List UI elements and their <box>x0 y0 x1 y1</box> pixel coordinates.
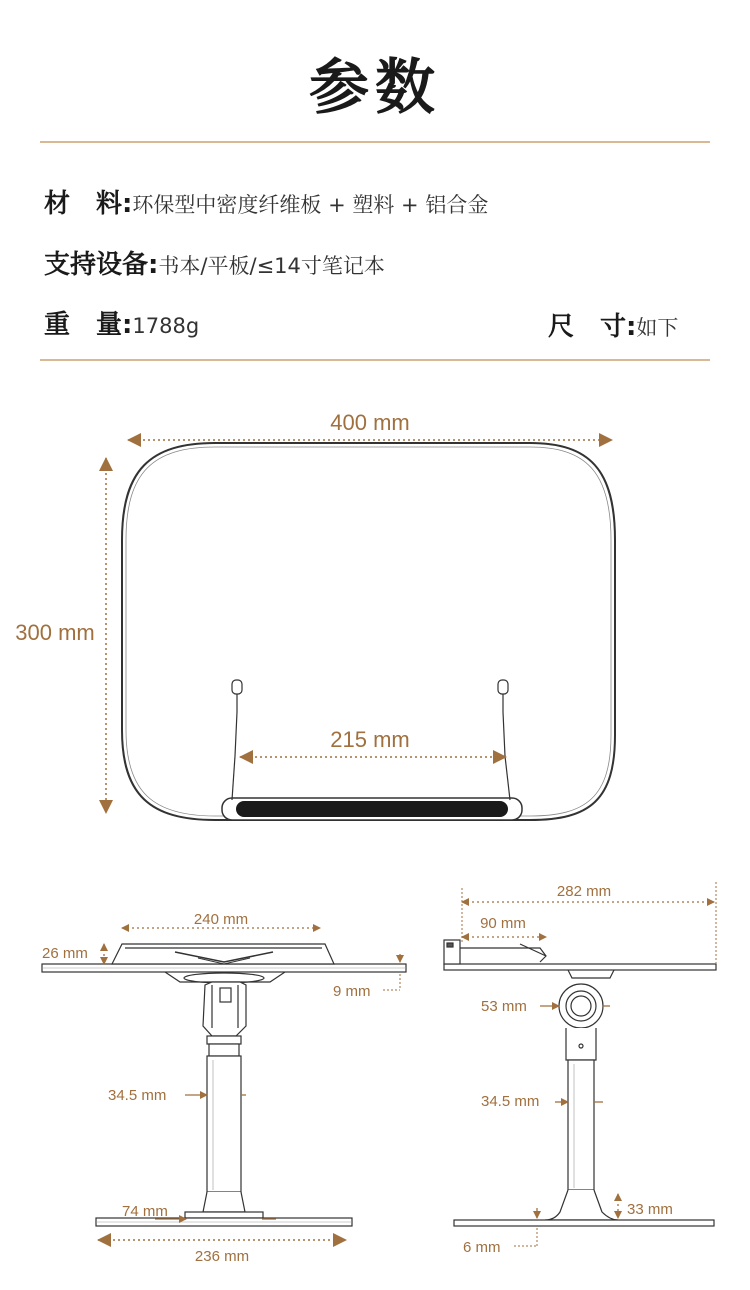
dim-side-base-height: 33 mm <box>627 1201 673 1218</box>
dim-front-pole: 34.5 mm <box>108 1087 167 1104</box>
dim-front-board: 9 mm <box>333 983 371 1000</box>
left-clip <box>232 680 242 800</box>
dim-side-depth: 282 mm <box>556 883 612 900</box>
spec-weight-label: 重 量 <box>44 310 123 340</box>
spec-material-value: 环保型中密度纤维板 + 塑料 + 铝合金 <box>132 193 489 217</box>
colon: : <box>122 189 133 219</box>
right-clip <box>498 680 510 800</box>
dim-clip-span: 215 mm <box>330 727 410 752</box>
dim-front-edge: 26 mm <box>42 945 88 962</box>
colon: : <box>148 250 159 280</box>
spec-support-value: 书本/平板/≤14寸笔记本 <box>158 254 385 278</box>
colon: : <box>122 310 133 340</box>
dim-top-height: 300 mm <box>15 620 95 645</box>
dim-front-top: 240 mm <box>193 911 249 928</box>
tray-outline <box>122 443 615 820</box>
dim-side-base-thickness: 6 mm <box>463 1239 501 1256</box>
spec-size-label: 尺 寸 <box>548 312 627 342</box>
colon: : <box>626 312 637 342</box>
spec-weight-value: 1788g <box>132 314 200 338</box>
dim-side-knob: 53 mm <box>481 998 527 1015</box>
dim-side-clip: 90 mm <box>480 915 526 932</box>
spec-support-label: 支持设备 <box>44 250 149 280</box>
spec-material-label: 材 料 <box>44 189 123 219</box>
dim-front-base: 236 mm <box>194 1248 250 1265</box>
page-title: 参数 <box>309 53 441 123</box>
dim-front-neck: 74 mm <box>122 1203 168 1220</box>
dim-top-width: 400 mm <box>330 410 410 435</box>
dim-side-pole: 34.5 mm <box>481 1093 540 1110</box>
spec-size-value: 如下 <box>636 316 679 340</box>
top-view <box>15 410 615 820</box>
side-view <box>444 940 716 1226</box>
